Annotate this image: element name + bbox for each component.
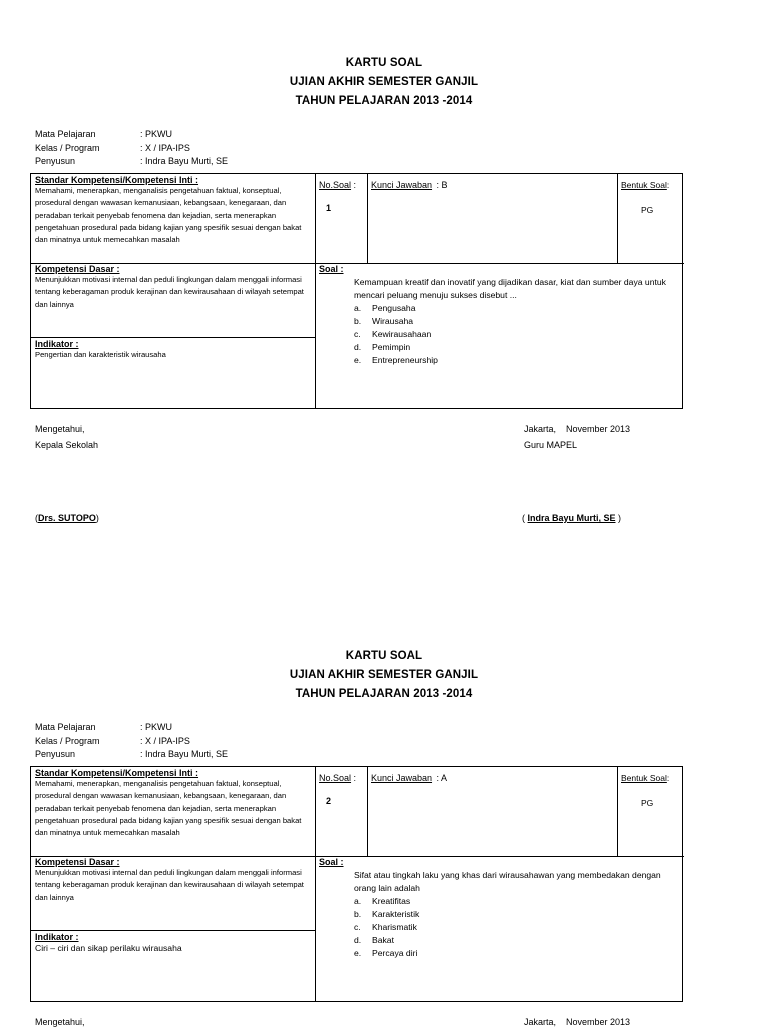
signature-left <box>35 421 98 453</box>
option-d <box>354 341 679 354</box>
kunci-label: Kunci Jawaban <box>371 773 433 783</box>
meta-label: Kelas / Program <box>35 142 100 153</box>
exam-title: UJIAN AKHIR SEMESTER GANJIL <box>289 669 479 681</box>
option-letter: c. <box>354 922 361 932</box>
divider <box>617 174 618 263</box>
bentuk-label: Bentuk Soal <box>621 773 667 783</box>
indikator-heading: Indikator : <box>35 932 79 942</box>
soal-heading: Soal : <box>319 264 344 274</box>
option-text: Pengusaha <box>372 303 416 313</box>
kd-heading: Kompetensi Dasar : <box>35 264 120 274</box>
kunci-cell <box>371 768 611 786</box>
teacher-name-text: Indra Bayu Murti, SE <box>527 513 616 523</box>
option-letter: d. <box>354 342 362 352</box>
option-text: Karakteristik <box>372 909 420 919</box>
option-text: Kharismatik <box>372 922 417 932</box>
question-text: Kemampuan kreatif dan inovatif yang dijadikan dasar, kiat dan sumber daya untuk mencari peluang menuju sukses disebut ... <box>354 277 666 300</box>
principal-name: (Drs. SUTOPO) <box>35 513 99 523</box>
option-letter: b. <box>354 909 362 919</box>
indikator-cell <box>35 932 313 955</box>
option-letter: c. <box>354 329 361 339</box>
soal-body <box>319 274 679 367</box>
question-grid <box>30 766 683 1002</box>
option-b <box>354 908 679 921</box>
teacher-name: ( Indra Bayu Murti, SE ) <box>522 513 622 523</box>
divider <box>31 930 315 931</box>
option-text: Pemimpin <box>372 342 411 352</box>
signature-left <box>35 1014 85 1030</box>
meta-value: : Indra Bayu Murti, SE <box>140 156 229 166</box>
school-year-title: TAHUN PELAJARAN 2013 -2014 <box>295 95 473 107</box>
option-e <box>354 354 679 367</box>
sk-heading: Standar Kompetensi/Kompetensi Inti : <box>35 175 199 185</box>
kunci-cell <box>371 175 611 193</box>
option-text: Entrepreneurship <box>372 355 438 365</box>
sign-left-line1: Mengetahui, <box>35 424 85 434</box>
meta-label: Mata Pelajaran <box>35 722 96 732</box>
sk-text: Memahami, menerapkan, menganalisis pengetahuan faktual, konseptual, prosedural dengan wawasan kemanusiaan, kebangsaan, kenegaraan, dan peradaban terkait penyebab fenomena dan kejadian, serta menerapkan pengetahuan prosedural pada bidang kajian yang spesifik sesuai dengan bakat dan minatnya untuk memecahkan masalah <box>35 186 302 245</box>
option-text: Kreatifitas <box>372 896 411 906</box>
kd-text: Menunjukkan motivasi internal dan peduli lingkungan dalam menggali informasi tentang keberagaman produk kerajinan dan kewirausahaan di wilayah setempat dan lainnya <box>35 275 304 309</box>
no-soal-label: No.Soal <box>319 773 352 783</box>
soal-cell <box>319 857 679 960</box>
kd-heading: Kompetensi Dasar : <box>35 857 120 867</box>
soal-body <box>319 867 679 960</box>
sk-cell <box>35 175 313 246</box>
sign-right-line2: Guru MAPEL <box>524 440 578 450</box>
option-text: Bakat <box>372 935 394 945</box>
no-soal-value: 1 <box>326 203 332 213</box>
indikator-cell <box>35 339 313 361</box>
exam-title: UJIAN AKHIR SEMESTER GANJIL <box>289 76 479 88</box>
kunci-label: Kunci Jawaban <box>371 180 433 190</box>
sk-heading: Standar Kompetensi/Kompetensi Inti : <box>35 768 199 778</box>
sign-right-line1: Jakarta, November 2013 <box>524 1017 631 1027</box>
kunci-value: : B <box>436 180 448 190</box>
option-a <box>354 895 679 908</box>
meta-label: Kelas / Program <box>35 735 100 746</box>
option-text: Percaya diri <box>372 948 418 958</box>
question-text: Sifat atau tingkah laku yang khas dari wirausahawan yang membedakan dengan orang lain adalah <box>354 870 661 893</box>
meta-row-subject <box>35 128 228 142</box>
bentuk-cell: Bentuk Soal: PG <box>621 175 681 215</box>
option-a <box>354 302 679 315</box>
meta-value: : PKWU <box>140 129 173 139</box>
divider <box>315 767 316 1001</box>
sign-left-line2: Kepala Sekolah <box>35 440 99 450</box>
kd-cell <box>35 264 313 311</box>
card-title: KARTU SOAL <box>345 57 423 69</box>
kd-cell <box>35 857 313 904</box>
question-grid <box>30 173 683 409</box>
meta-row-class <box>35 735 228 749</box>
option-text: Kewirausahaan <box>372 329 432 339</box>
meta-row-author <box>35 748 228 762</box>
card-meta <box>35 721 228 762</box>
divider <box>31 337 315 338</box>
soal-cell <box>319 264 679 367</box>
soal-heading: Soal : <box>319 857 344 867</box>
option-letter: e. <box>354 355 362 365</box>
meta-row-author <box>35 155 228 169</box>
option-c <box>354 328 679 341</box>
option-letter: a. <box>354 896 362 906</box>
option-letter: a. <box>354 303 362 313</box>
meta-value: : X / IPA-IPS <box>140 735 190 746</box>
signature-right <box>524 1014 630 1030</box>
divider <box>617 767 618 856</box>
option-c <box>354 921 679 934</box>
no-soal-value: 2 <box>326 796 332 806</box>
divider <box>367 767 368 856</box>
sign-right-line1: Jakarta, November 2013 <box>524 424 631 434</box>
school-year-title: TAHUN PELAJARAN 2013 -2014 <box>295 688 473 700</box>
option-e <box>354 947 679 960</box>
card-title: KARTU SOAL <box>345 650 423 662</box>
meta-value: : PKWU <box>140 722 173 732</box>
meta-label: Penyusun <box>35 749 76 759</box>
option-d <box>354 934 679 947</box>
bentuk-value: PG <box>641 798 654 808</box>
indikator-heading: Indikator : <box>35 339 79 349</box>
answer-options <box>354 302 679 367</box>
answer-options <box>354 895 679 960</box>
meta-row-subject <box>35 721 228 735</box>
no-soal-label: No.Soal <box>319 180 352 190</box>
meta-label: Mata Pelajaran <box>35 129 96 139</box>
divider <box>367 174 368 263</box>
sk-text: Memahami, menerapkan, menganalisis pengetahuan faktual, konseptual, prosedural dengan wawasan kemanusiaan, kebangsaan, kenegaraan, dan peradaban terkait penyebab fenomena dan kejadian, serta menerapkan pengetahuan prosedural pada bidang kajian yang spesifik sesuai dengan bakat dan minatnya untuk memecahkan masalah <box>35 779 302 838</box>
option-letter: e. <box>354 948 362 958</box>
option-letter: b. <box>354 316 362 326</box>
principal-name-text: Drs. SUTOPO <box>38 513 96 523</box>
meta-value: : Indra Bayu Murti, SE <box>140 749 229 759</box>
card-meta <box>35 128 228 169</box>
bentuk-cell: Bentuk Soal: PG <box>621 768 681 808</box>
meta-value: : X / IPA-IPS <box>140 142 190 153</box>
indikator-text: Ciri – ciri dan sikap perilaku wirausaha <box>35 943 182 953</box>
option-text: Wirausaha <box>372 316 414 326</box>
no-soal-cell: No.Soal : 2 <box>319 768 365 806</box>
bentuk-value: PG <box>641 205 654 215</box>
no-soal-cell: No.Soal : 1 <box>319 175 365 213</box>
kd-text: Menunjukkan motivasi internal dan peduli lingkungan dalam menggali informasi tentang keberagaman produk kerajinan dan kewirausahaan di wilayah setempat dan lainnya <box>35 868 304 902</box>
meta-label: Penyusun <box>35 156 76 166</box>
signature-right <box>524 421 630 453</box>
kunci-value: : A <box>436 773 448 783</box>
divider <box>315 174 316 408</box>
sk-cell <box>35 768 313 839</box>
bentuk-label: Bentuk Soal <box>621 180 667 190</box>
option-letter: d. <box>354 935 362 945</box>
meta-row-class <box>35 142 228 156</box>
option-b <box>354 315 679 328</box>
indikator-text: Pengertian dan karakteristik wirausaha <box>35 350 166 359</box>
sign-left-line1: Mengetahui, <box>35 1017 85 1027</box>
